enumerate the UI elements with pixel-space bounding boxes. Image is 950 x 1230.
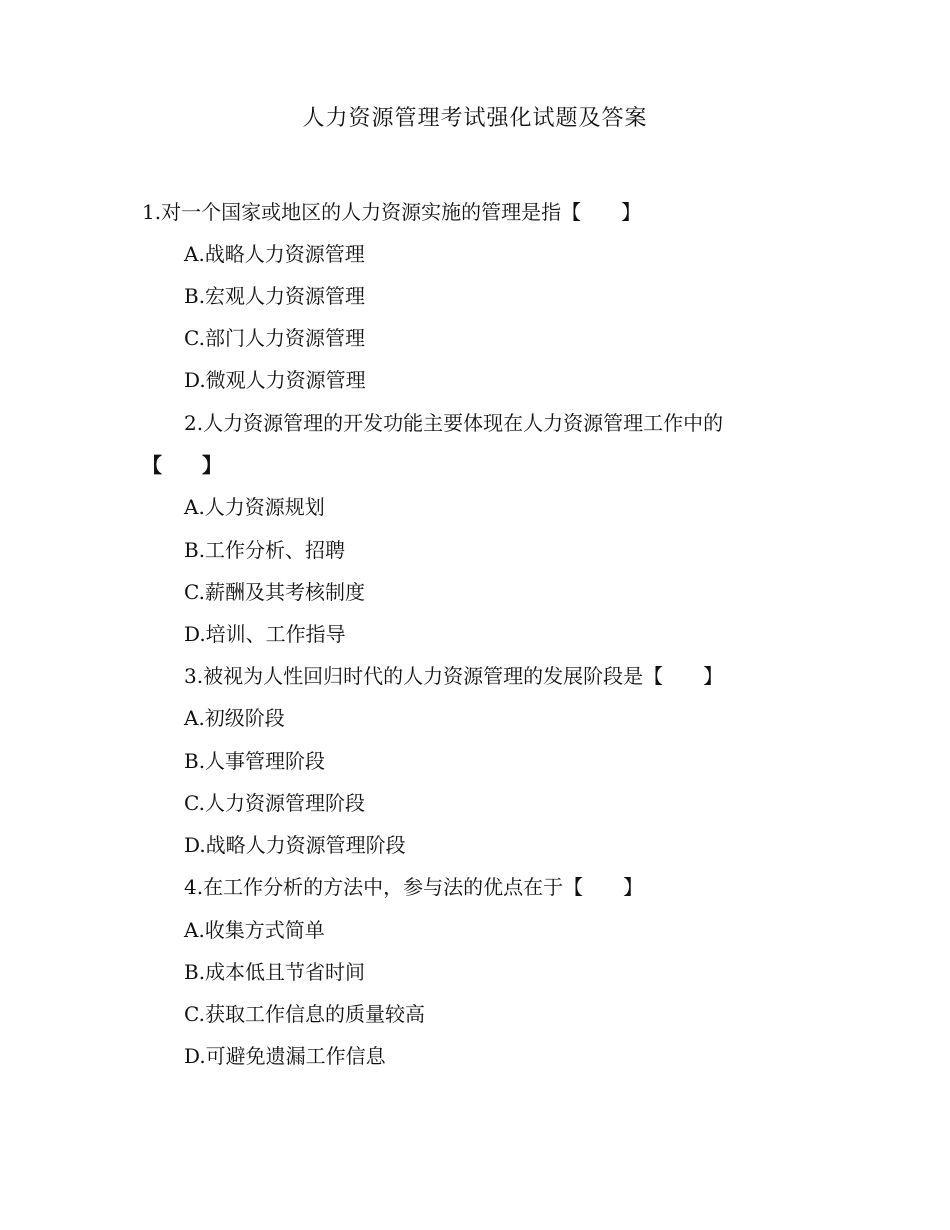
q2-option-b: B.工作分析、招聘 (184, 538, 346, 562)
q3-option-c: C.人力资源管理阶段 (184, 791, 365, 815)
q2-option-d: D.培训、工作指导 (184, 622, 346, 646)
q1-option-a: A.战略人力资源管理 (184, 242, 365, 266)
q3-option-b: B.人事管理阶段 (184, 749, 326, 773)
q3-option-d: D.战略人力资源管理阶段 (184, 833, 406, 857)
question-1: 1.对一个国家或地区的人力资源实施的管理是指【 】 (142, 200, 642, 224)
q4-option-a: A.收集方式简单 (184, 918, 325, 942)
q4-option-b: B.成本低且节省时间 (184, 960, 366, 984)
q1-option-c: C.部门人力资源管理 (184, 326, 365, 350)
q3-option-a: A.初级阶段 (184, 706, 285, 730)
question-2: 2.人力资源管理的开发功能主要体现在人力资源管理工作中的 (184, 411, 724, 435)
q1-option-b: B.宏观人力资源管理 (184, 284, 366, 308)
question-2-bracket: 【 】 (142, 453, 222, 477)
q4-option-d: D.可避免遗漏工作信息 (184, 1044, 386, 1068)
document-title: 人力资源管理考试强化试题及答案 (302, 106, 648, 131)
question-4: 4.在工作分析的方法中，参与法的优点在于【 】 (184, 875, 644, 899)
q2-option-a: A.人力资源规划 (184, 495, 325, 519)
q4-option-c: C.获取工作信息的质量较高 (184, 1002, 425, 1026)
q2-option-c: C.薪酬及其考核制度 (184, 580, 365, 604)
question-3: 3.被视为人性回归时代的人力资源管理的发展阶段是【 】 (184, 664, 724, 688)
q1-option-d: D.微观人力资源管理 (184, 368, 366, 392)
